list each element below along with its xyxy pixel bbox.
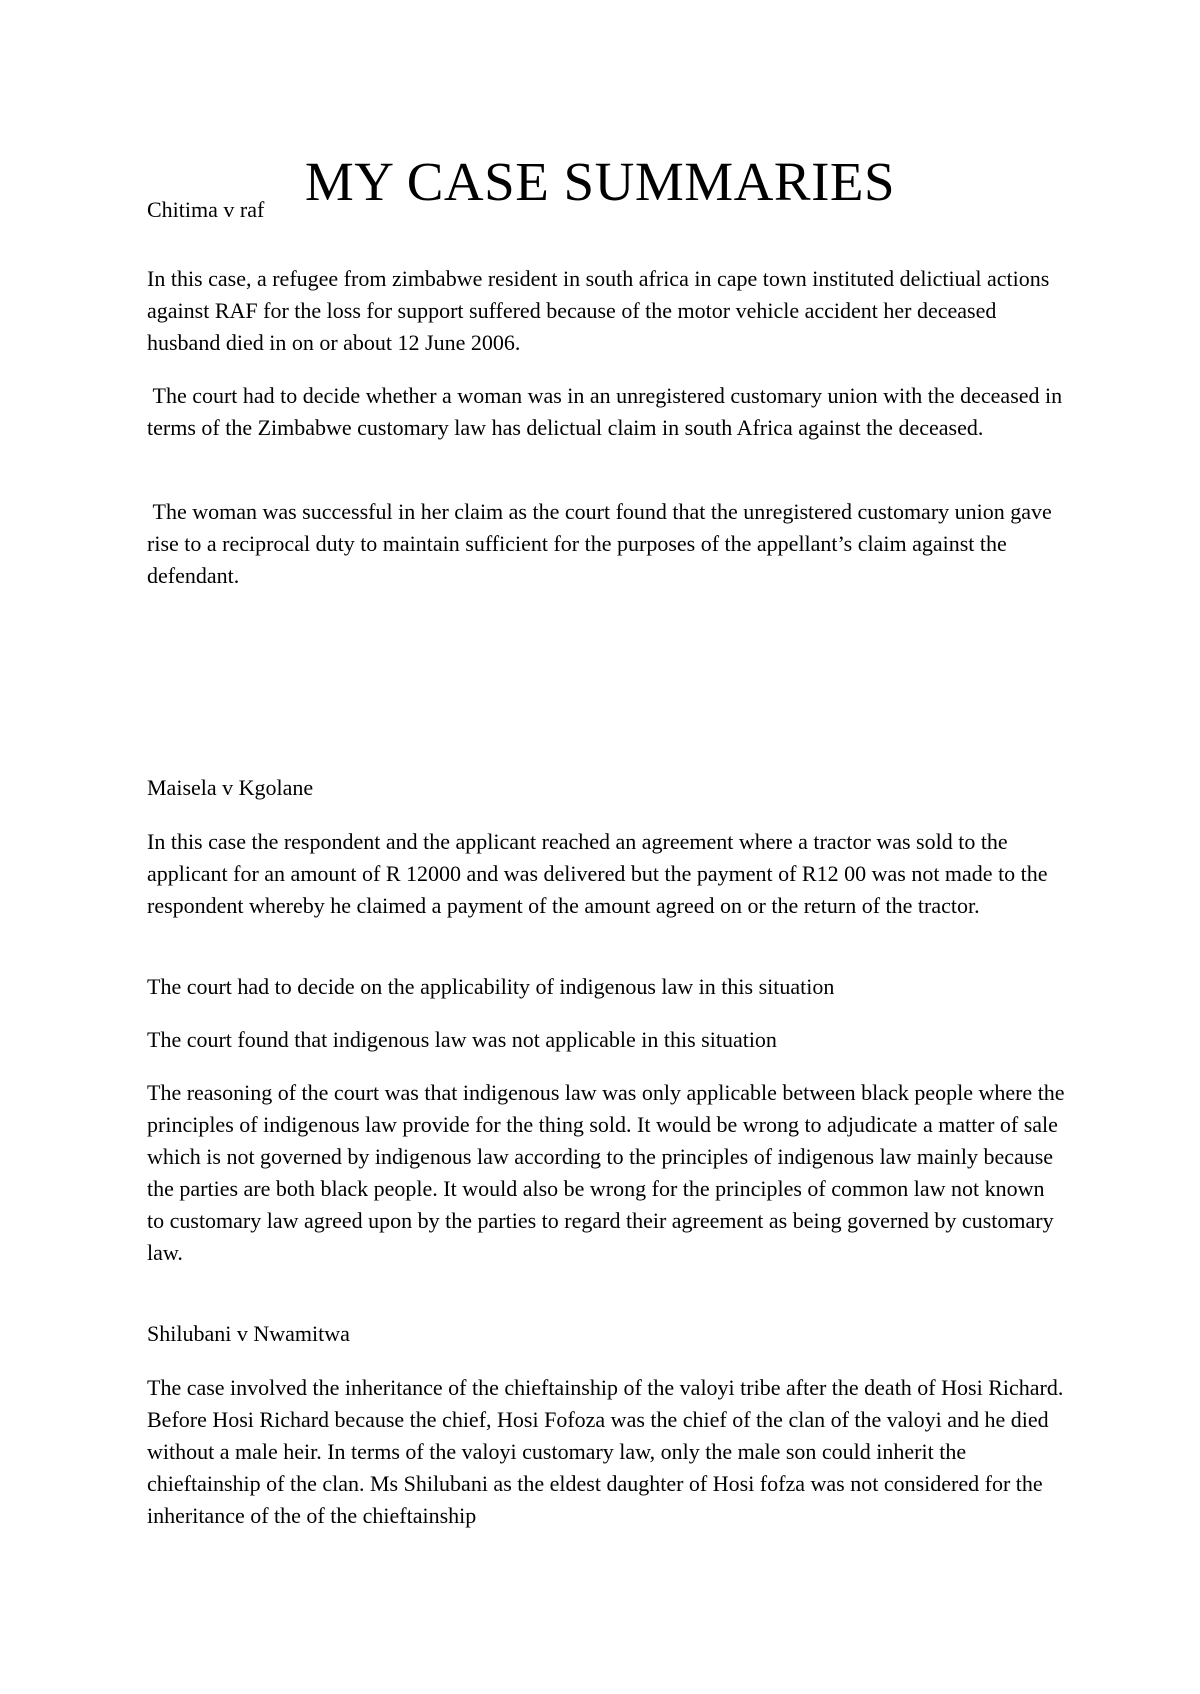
case-heading-shilubani: Shilubani v Nwamitwa: [147, 1321, 350, 1346]
case-heading-maisela: Maisela v Kgolane: [147, 775, 314, 800]
case-paragraph-maisela-reasoning: The reasoning of the court was that indigenous law was only applicable between black people where the principles of indigenous law provide for the thing sold. It would be wrong to adjudicate a matter of sale which is not governed by indigenous law according to the principles of indigenous law mainly because the parties are both black people. It would also be wrong for the principles of common law not known to customary law agreed upon by the parties to regard their agreement as being governed by customary law.: [147, 1080, 1065, 1265]
case-paragraph-chitima-issue: The court had to decide whether a woman was in an unregistered customary union with the deceased in terms of the Zimbabwe customary law has delictual claim in south Africa against the deceased.: [147, 383, 1068, 440]
case-paragraph-chitima-finding: The woman was successful in her claim as the court found that the unregistered customary union gave rise to a reciprocal duty to maintain sufficient for the purposes of the appellant’s claim against the defendant.: [147, 499, 1058, 588]
case-paragraph-maisela-issue: The court had to decide on the applicability of indigenous law in this situation: [147, 974, 835, 999]
page-title: MY CASE SUMMARIES: [304, 151, 896, 212]
case-paragraph-chitima-facts: In this case, a refugee from zimbabwe resident in south africa in cape town instituted delictiual actions against RAF for the loss for support suffered because of the motor vehicle accident her deceased husband died in on or about 12 June 2006.: [147, 266, 1050, 355]
case-heading-chitima: Chitima v raf: [147, 197, 265, 222]
case-paragraph-shilubani-facts: The case involved the inheritance of the chieftainship of the valoyi tribe after the death of Hosi Richard. Before Hosi Richard because the chief, Hosi Fofoza was the chief of the clan of the valoyi and he died without a male heir. In terms of the valoyi customary law, only the male son could inherit the chieftainship of the clan. Ms Shilubani as the eldest daughter of Hosi fofza was not considered for the inheritance of the of the chieftainship: [147, 1375, 1064, 1528]
case-paragraph-maisela-facts: In this case the respondent and the applicant reached an agreement where a tractor was sold to the applicant for an amount of R 12000 and was delivered but the payment of R12 00 was not made to the respondent whereby he claimed a payment of the amount agreed on or the return of the tractor.: [147, 829, 1048, 918]
case-paragraph-maisela-finding: The court found that indigenous law was not applicable in this situation: [147, 1027, 777, 1052]
